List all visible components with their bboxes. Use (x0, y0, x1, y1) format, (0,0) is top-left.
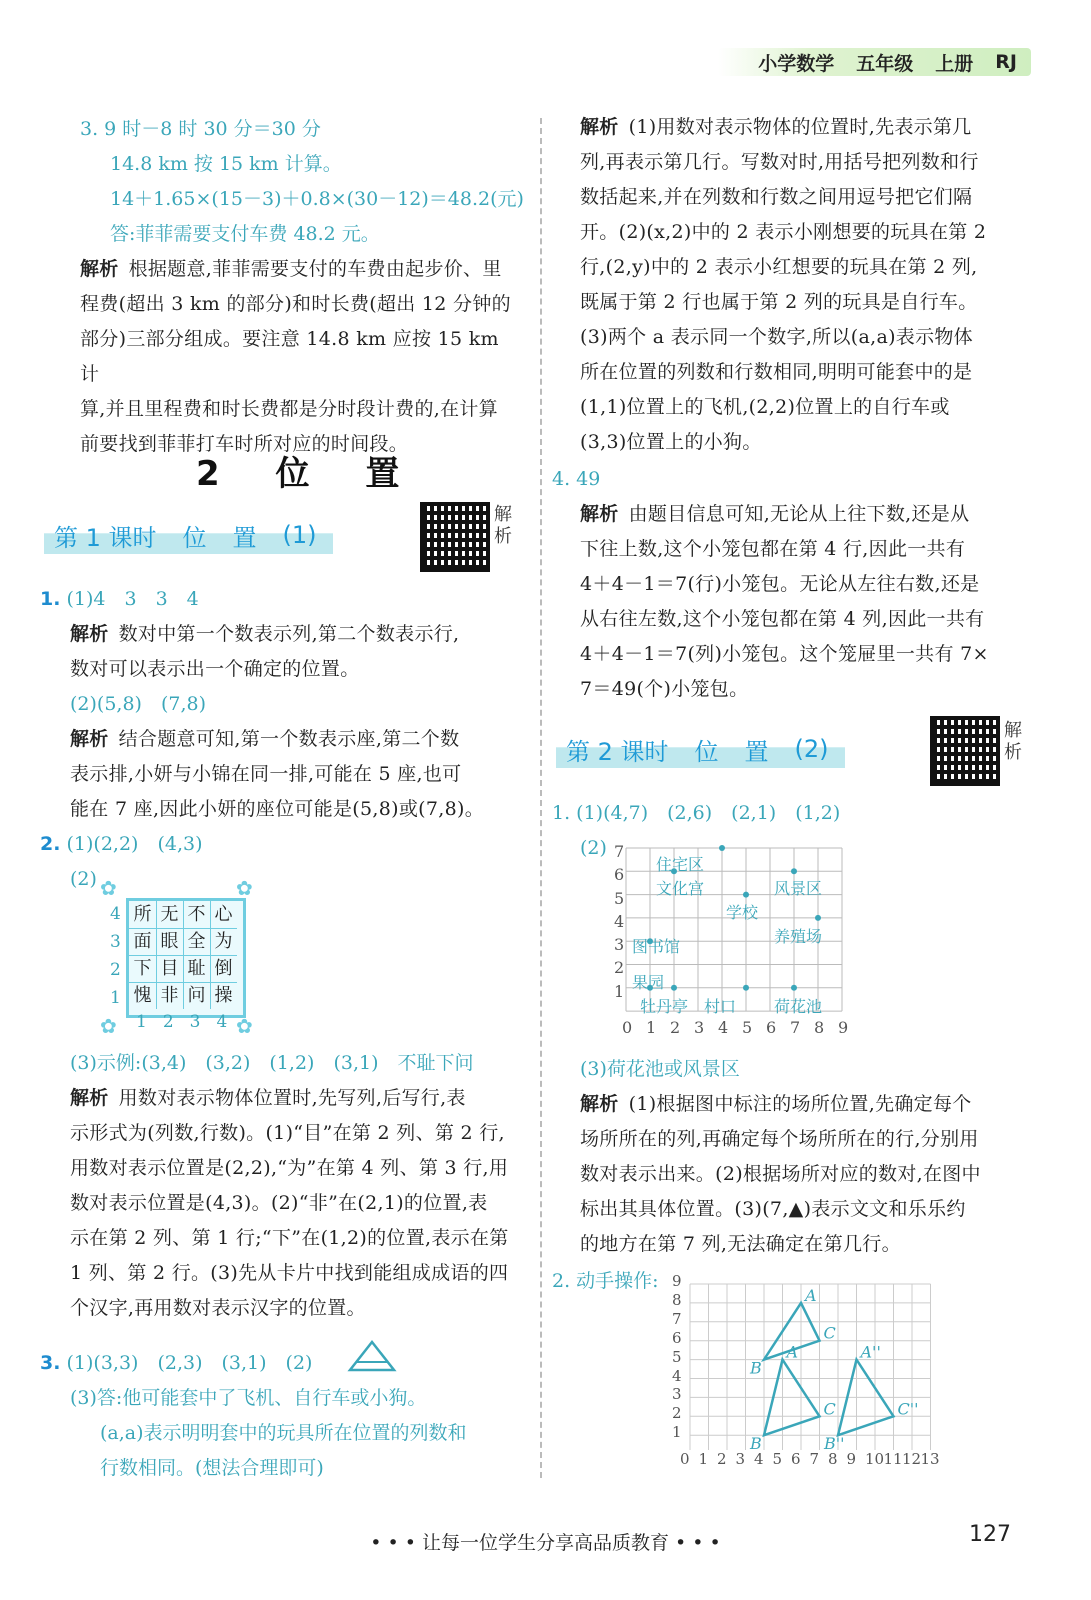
analysis-text: 开。(2)(x,2)中的 2 表示小刚想要的玩具在第 2 (580, 221, 987, 243)
axis-label: 9 (846, 1450, 857, 1468)
header-edition: RJ (995, 51, 1017, 73)
map-ylabels (614, 840, 624, 1003)
map-place: 风景区 (774, 879, 823, 898)
analysis-text: 场所所在的列,再确定每个场所所在的行,分别用 (580, 1128, 979, 1150)
answer-line: 4. 49 (552, 468, 601, 490)
map-place: 文化宫 (656, 879, 705, 898)
analysis-text: 所在位置的列数和行数相同,明明可能套中的是 (580, 361, 973, 383)
lesson1-num: (1) (282, 521, 317, 549)
lesson1-name: 位 (182, 523, 207, 552)
axis-label: 5 (672, 1347, 682, 1366)
axis-label: 3 (189, 1012, 201, 1032)
vertex-label: A (805, 1285, 817, 1305)
analysis-label: 解析 (580, 1093, 619, 1115)
axis-label: 8 (814, 1018, 825, 1037)
lesson1-name2: 置 (232, 523, 257, 552)
axis-label: 3 (735, 1450, 746, 1468)
axis-label: 12 (902, 1450, 922, 1468)
axis-label: 10 (865, 1450, 885, 1468)
flower-icon: ✿ (100, 876, 117, 900)
analysis-text: 前要找到菲菲打车时所对应的时间段。 (80, 433, 409, 455)
analysis-text: (1,1)位置上的飞机,(2,2)位置上的自行车或 (580, 396, 950, 418)
answer-line: (2) (580, 837, 607, 859)
axis-label: 0 (680, 1450, 690, 1468)
axis-label: 3 (110, 932, 121, 952)
vertex-label: C (823, 1323, 836, 1343)
idiom-grid (126, 898, 246, 1018)
footer-slogan: • • • 让每一位学生分享高品质教育 • • • (370, 1532, 721, 1554)
analysis-text: 1 列、第 2 行。(3)先从卡片中找到能组成成语的四 (70, 1262, 509, 1284)
analysis-text: 根据题意,菲菲需要支付的车费由起步价、里 (128, 258, 502, 280)
analysis-text: 4＋4－1＝7(列)小笼包。这个笼屉里一共有 7× (580, 643, 989, 665)
idiom-cell: 不 (183, 901, 211, 929)
map-place: 学校 (726, 903, 759, 922)
header-volume: 上册 (935, 52, 974, 75)
map-place: 住宅区 (656, 855, 705, 874)
idiom-cell: 全 (183, 928, 211, 956)
answer-line: (3)荷花池或风景区 (580, 1058, 740, 1080)
analysis-label: 解析 (580, 116, 619, 138)
answer-line: 行数相同。(想法合理即可) (100, 1457, 324, 1479)
map-place: 牡丹亭 (640, 997, 689, 1016)
axis-label: 2 (717, 1450, 727, 1468)
axis-label: 4 (718, 1018, 729, 1037)
analysis-text: 能在 7 座,因此小妍的座位可能是(5,8)或(7,8)。 (70, 798, 484, 820)
analysis-label: 解析 (70, 1087, 109, 1109)
idiom-cell: 面 (129, 928, 157, 956)
answer-line: (1)(3,3) (2,3) (3,1) (2) (66, 1352, 313, 1374)
idiom-cell: 愧 (129, 982, 157, 1009)
answer-line: (2)(5,8) (7,8) (70, 693, 206, 715)
analysis-text: 算,并且里程费和时长费都是分时段计费的,在计算 (80, 398, 498, 420)
idiom-cell: 心 (210, 901, 237, 929)
flower-icon: ✿ (100, 1014, 117, 1038)
lesson1-banner (44, 516, 333, 554)
idiom-cell: 为 (210, 928, 237, 956)
axis-label: 4 (754, 1450, 764, 1468)
header-grade: 五年级 (856, 52, 914, 75)
axis-label: 2 (670, 1018, 681, 1037)
axis-label: 7 (614, 842, 625, 861)
axis-label: 9 (672, 1272, 682, 1290)
axis-label: 6 (614, 865, 625, 885)
flower-icon: ✿ (236, 876, 253, 900)
qr-label: 解析 (1004, 720, 1022, 763)
right-q1-rest (580, 1052, 1030, 1262)
axis-label: 1 (698, 1450, 709, 1468)
analysis-text: 部分)三部分组成。要注意 14.8 km 应按 15 km 计 (80, 328, 499, 385)
axis-label: 1 (136, 1012, 147, 1032)
triangle-xlabels (680, 1450, 939, 1468)
map-point (743, 892, 749, 898)
analysis-text: 由题目信息可知,无论从上往下数,还是从 (628, 503, 970, 525)
axis-label: 1 (614, 981, 625, 1001)
analysis-label: 解析 (80, 258, 119, 280)
analysis-text: 用数对表示物体位置时,先写列,后写行,表 (118, 1087, 466, 1109)
answer-line: 1. (1)(4,7) (2,6) (2,1) (1,2) (552, 802, 841, 824)
axis-label: 1 (110, 988, 121, 1008)
vertex-label: C'' (897, 1399, 919, 1419)
analysis-text: 行,(2,y)中的 2 表示小红想要的玩具在第 2 列, (580, 256, 978, 278)
analysis-text: 示在第 2 列、第 1 行;“下”在(1,2)的位置,表示在第 (70, 1227, 509, 1249)
analysis-label: 解析 (70, 623, 109, 645)
analysis-text: 标出其具体位置。(3)(7,▲)表示文文和乐乐约 (580, 1198, 966, 1220)
vertex-label: A'' (860, 1342, 881, 1362)
axis-label: 4 (614, 911, 625, 931)
answer-line: 14.8 km 按 15 km 计算。 (110, 153, 342, 175)
analysis-text: 4＋4－1＝7(行)小笼包。无论从左往右数,还是 (580, 573, 980, 595)
analysis-label: 解析 (70, 728, 109, 750)
map-point (671, 985, 677, 991)
map-point (791, 985, 797, 991)
axis-label: 6 (672, 1328, 682, 1347)
map-xlabels (622, 1018, 862, 1037)
axis-label: 13 (920, 1450, 940, 1468)
left-q3b: 3. (1)(3,3) (2,3) (3,1) (2) (3)答:他可能套中了飞机、自行车或小狗。 (a,a)表示明明套中的玩具所在位置的列数和 行数相同。(想法合理即可) (40, 1346, 520, 1486)
answer-line: (a,a)表示明明套中的玩具所在位置的列数和 (100, 1422, 467, 1444)
lesson2-banner (556, 730, 845, 768)
vertex-label: B (750, 1434, 762, 1450)
axis-label: 2 (162, 1012, 174, 1032)
right-q3-analysis (580, 110, 1030, 460)
axis-label: 5 (742, 1018, 753, 1037)
right-q2 (552, 1264, 659, 1299)
axis-label: 2 (110, 960, 121, 980)
analysis-text: 数对可以表示出一个确定的位置。 (70, 658, 360, 680)
left-q3-analysis (80, 252, 520, 462)
analysis-text: 列,再表示第几行。写数对时,用括号把列数和行 (580, 151, 979, 173)
qr-label: 解析 (494, 504, 512, 547)
analysis-text: 7＝49(个)小笼包。 (580, 678, 749, 700)
idiom-cell: 非 (156, 982, 184, 1009)
idiom-cell: 下 (129, 955, 157, 983)
axis-label: 6 (791, 1450, 801, 1468)
map-place: 果园 (632, 973, 665, 992)
axis-label: 4 (216, 1012, 228, 1032)
analysis-text: 数对表示出来。(2)根据场所对应的数对,在图中 (580, 1163, 981, 1185)
map-place: 荷花池 (774, 997, 823, 1016)
answer-line: (2) (70, 868, 97, 890)
map-place: 图书馆 (632, 937, 681, 956)
analysis-text: 数对中第一个数表示列,第二个数表示行, (118, 623, 460, 645)
triangle-ylabels (672, 1272, 682, 1442)
answer-line: 3. 9 时－8 时 30 分＝30 分 (80, 118, 321, 140)
answer-line: (3)答:他可能套中了飞机、自行车或小狗。 (70, 1387, 427, 1409)
axis-label: 7 (809, 1450, 820, 1468)
idiom-cell: 所 (129, 901, 157, 929)
qr-code-icon[interactable] (420, 502, 490, 572)
axis-label: 4 (672, 1366, 682, 1385)
analysis-text: 用数对表示位置是(2,2),“为”在第 4 列、第 3 行,用 (70, 1157, 509, 1179)
axis-label: 1 (646, 1018, 657, 1037)
analysis-text: 程费(超出 3 km 的部分)和时长费(超出 12 分钟的 (80, 293, 511, 315)
idiom-cell: 耻 (183, 955, 211, 983)
axis-label: 3 (614, 935, 625, 955)
chapter-title: 2 位 置 (196, 454, 422, 494)
axis-label: 7 (790, 1018, 801, 1037)
idiom-cell: 问 (183, 982, 211, 1009)
analysis-text: 个汉字,再用数对表示汉字的位置。 (70, 1297, 366, 1319)
axis-label: 3 (672, 1385, 682, 1404)
lesson2-title: 第 2 课时 (566, 737, 669, 766)
triangle-grid (686, 1280, 936, 1450)
axis-label: 1 (672, 1423, 682, 1442)
analysis-text: 下往上数,这个小笼包都在第 4 行,因此一共有 (580, 538, 966, 560)
axis-label: 8 (672, 1290, 682, 1309)
analysis-text: 的地方在第 7 列,无法确定在第几行。 (580, 1233, 901, 1255)
axis-label: 7 (672, 1309, 682, 1328)
map-place: 养殖场 (774, 927, 823, 946)
answer-line: (3)示例:(3,4) (3,2) (1,2) (3,1) 不耻下问 (70, 1052, 474, 1074)
idiom-grid-ylabels (110, 900, 121, 1012)
page-header (718, 48, 1031, 76)
analysis-text: (1)用数对表示物体的位置时,先表示第几 (628, 116, 972, 138)
analysis-label: 解析 (580, 503, 619, 525)
analysis-text: (1)根据图中标注的场所位置,先确定每个 (628, 1093, 972, 1115)
answer-line: 2. 动手操作: (552, 1270, 659, 1292)
analysis-text: 示形式为(列数,行数)。(1)“目”在第 2 列、第 2 行, (70, 1122, 505, 1144)
page-number: 127 (969, 1522, 1011, 1547)
header-subject: 小学数学 (758, 52, 835, 75)
right-q4 (552, 462, 1032, 707)
map-point (719, 845, 725, 851)
left-q1: 1. (1)4 3 3 4 解析 数对中第一个数表示列,第二个数表示行, 数对可以表示出一个确定的位置。 (2)(5,8) (7,8) 解析 结合题意可知,第一个数表示座,第二个数 表示排,小妍与小锦在同一排,可能在 5 座,也可 能在 7 座,因此小妍的座位可能是(5,8)或(7,8)。 2. (1)(2,2) (4,3) (2) (40, 582, 520, 897)
analysis-text: 既属于第 2 行也属于第 2 列的玩具是自行车。 (580, 291, 978, 313)
triangle-sketch-icon (346, 1338, 398, 1374)
axis-label: 9 (838, 1018, 849, 1037)
axis-label: 5 (614, 888, 625, 908)
left-q3-answers (80, 112, 524, 252)
analysis-text: (3)两个 a 表示同一个数字,所以(a,a)表示物体 (580, 326, 973, 348)
analysis-text: 数对表示位置是(4,3)。(2)“非”在(2,1)的位置,表 (70, 1192, 488, 1214)
lesson2-name2: 置 (744, 737, 769, 766)
axis-label: 3 (694, 1018, 705, 1037)
left-q2-rest (70, 1046, 520, 1326)
vertex-label: C (823, 1399, 836, 1419)
idiom-grid-xlabels (136, 1012, 227, 1032)
axis-label: 4 (110, 904, 121, 924)
map-point (815, 915, 821, 921)
map-point (743, 985, 749, 991)
analysis-text: 表示排,小妍与小锦在同一排,可能在 5 座,也可 (70, 763, 462, 785)
axis-label: 0 (622, 1018, 633, 1037)
axis-label: 2 (672, 1404, 682, 1423)
idiom-cell: 倒 (210, 955, 237, 983)
idiom-cell: 眼 (156, 928, 184, 956)
analysis-text: (3,3)位置上的小狗。 (580, 431, 762, 453)
vertex-label: B (750, 1358, 762, 1378)
qr-code-icon[interactable] (930, 716, 1000, 786)
vertex-label: A (786, 1342, 799, 1362)
map-point (791, 868, 797, 874)
column-divider (540, 118, 542, 1478)
flower-icon: ✿ (236, 1014, 253, 1038)
analysis-text: 结合题意可知,第一个数表示座,第二个数 (118, 728, 460, 750)
analysis-text: 从右往左数,这个小笼包都在第 4 列,因此一共有 (580, 608, 985, 630)
idiom-cell: 目 (156, 955, 184, 983)
axis-label: 2 (614, 958, 625, 978)
answer-line: 答:菲菲需要支付车费 48.2 元。 (110, 223, 380, 245)
answer-line: (1)(2,2) (4,3) (66, 833, 203, 855)
lesson2-name: 位 (694, 737, 719, 766)
axis-label: 11 (883, 1450, 903, 1468)
answer-line: 14＋1.65×(15－3)＋0.8×(30－12)＝48.2(元) (110, 188, 524, 210)
idiom-cell: 无 (156, 901, 184, 929)
map-place: 村口 (704, 997, 737, 1016)
idiom-cell: 操 (214, 985, 233, 1006)
axis-label: 5 (772, 1450, 783, 1468)
axis-label: 6 (766, 1018, 777, 1037)
analysis-text: 数括起来,并在列数和行数之间用逗号把它们隔 (580, 186, 973, 208)
vertex-label: B'' (824, 1434, 845, 1450)
lesson1-title: 第 1 课时 (54, 523, 157, 552)
answer-line: (1)4 3 3 4 (66, 588, 199, 610)
lesson2-num: (2) (794, 735, 829, 763)
axis-label: 8 (828, 1450, 838, 1468)
